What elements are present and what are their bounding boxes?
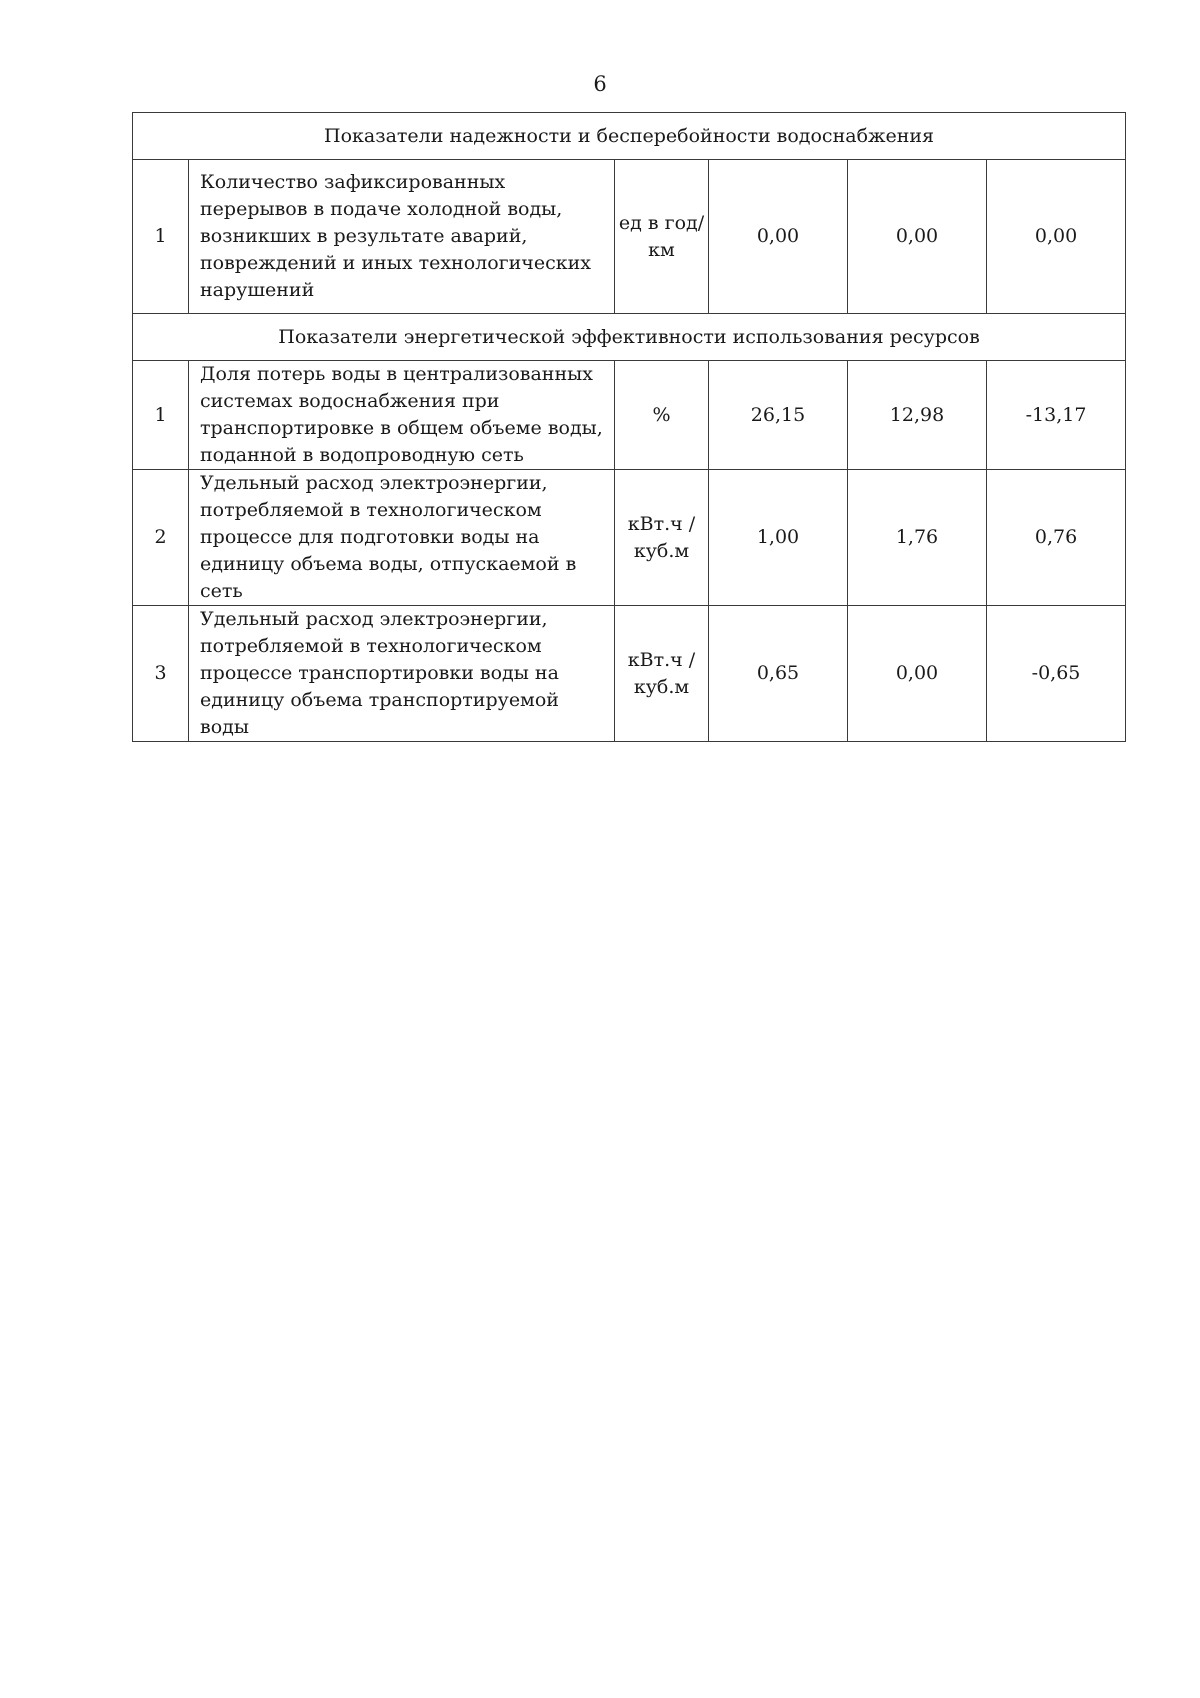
- row-value-2: 0,00: [848, 606, 987, 742]
- indicators-table: [132, 112, 1126, 742]
- page-number: 6: [593, 72, 607, 96]
- row-value-2: 12,98: [848, 361, 987, 470]
- row-description: Количество зафиксированных перерывов в подаче холодной воды, возникших в результате аварий, повреждений и иных технологических нарушений: [189, 160, 615, 314]
- table-row: [133, 606, 1126, 742]
- row-unit: кВт.ч / куб.м: [615, 606, 709, 742]
- row-value-1: 0,65: [709, 606, 848, 742]
- table-row: [133, 470, 1126, 606]
- row-value-3: 0,00: [987, 160, 1126, 314]
- row-value-2: 0,00: [848, 160, 987, 314]
- row-description: Удельный расход электроэнергии, потребляемой в технологическом процессе транспортировки воды на единицу объема транспортируемой воды: [189, 606, 615, 742]
- section-title-energy-efficiency: Показатели энергетической эффективности использования ресурсов: [133, 314, 1126, 361]
- row-unit: ед в год/ км: [615, 160, 709, 314]
- section-header-row: [133, 314, 1126, 361]
- row-number: 1: [133, 160, 189, 314]
- row-value-1: 1,00: [709, 470, 848, 606]
- row-value-1: 26,15: [709, 361, 848, 470]
- table-row: [133, 160, 1126, 314]
- row-number: 2: [133, 470, 189, 606]
- section-header-row: [133, 113, 1126, 160]
- row-description: Доля потерь воды в централизованных системах водоснабжения при транспортировке в общем объеме воды, поданной в водопроводную сеть: [189, 361, 615, 470]
- row-unit: %: [615, 361, 709, 470]
- row-unit: кВт.ч / куб.м: [615, 470, 709, 606]
- section-title-reliability: Показатели надежности и бесперебойности водоснабжения: [133, 113, 1126, 160]
- row-number: 1: [133, 361, 189, 470]
- row-value-3: -13,17: [987, 361, 1126, 470]
- row-value-3: 0,76: [987, 470, 1126, 606]
- row-description: Удельный расход электроэнергии, потребляемой в технологическом процессе для подготовки воды на единицу объема воды, отпускаемой в сеть: [189, 470, 615, 606]
- row-value-2: 1,76: [848, 470, 987, 606]
- row-number: 3: [133, 606, 189, 742]
- table-row: [133, 361, 1126, 470]
- row-value-1: 0,00: [709, 160, 848, 314]
- row-value-3: -0,65: [987, 606, 1126, 742]
